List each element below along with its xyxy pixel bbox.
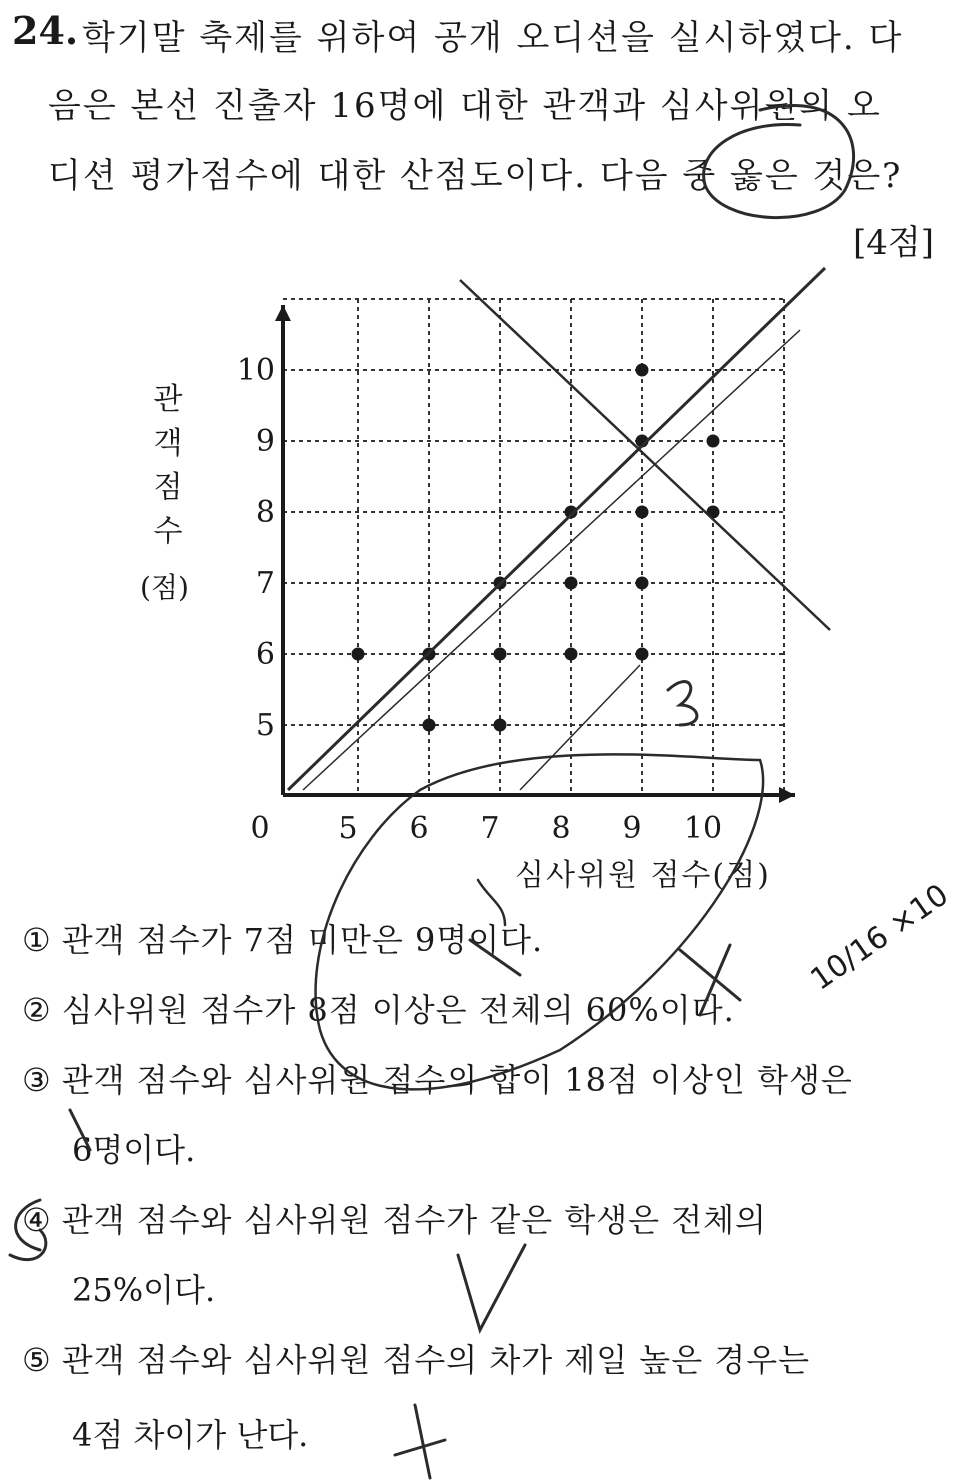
option-2-number: ②	[22, 991, 52, 1029]
option-2-text: 심사위원 점수가 8점 이상은 전체의 60%이다.	[61, 991, 735, 1029]
question-text-line-1: 학기말 축제를 위하여 공개 오디션을 실시하였다. 다	[82, 18, 904, 58]
data-point	[636, 648, 649, 661]
pencil-short-line	[520, 665, 640, 790]
y-axis-label-char: 객	[153, 426, 183, 461]
y-tick-label: 9	[255, 424, 275, 459]
y-axis-label-char: 점	[153, 470, 183, 505]
question-points: [4점]	[852, 223, 934, 263]
option-5-continuation: 4점 차이가 난다.	[72, 1416, 309, 1454]
x-tick-label: 10	[683, 811, 723, 846]
option-3[interactable]	[22, 1055, 853, 1101]
x-tick-label: 9	[622, 811, 642, 846]
question-number: 24.	[12, 8, 79, 53]
y-tick-label: 6	[255, 637, 275, 672]
data-point	[423, 719, 436, 732]
option-4-text: 관객 점수와 심사위원 점수가 같은 학생은 전체의	[61, 1201, 767, 1239]
option-3-continuation: 6명이다.	[72, 1131, 196, 1169]
data-point	[707, 435, 720, 448]
data-point	[352, 648, 365, 661]
option-3-number: ③	[22, 1061, 52, 1099]
x-axis-label: 심사위원 점수(점)	[515, 858, 771, 893]
data-point	[565, 577, 578, 590]
handwritten-margin-note: 10/16 ×10	[804, 877, 955, 998]
pencil-diagonal-line-thin	[303, 330, 800, 790]
data-point	[494, 719, 507, 732]
y-tick-label: 8	[255, 495, 275, 530]
option-1-text: 관객 점수가 7점 미만은 9명이다.	[61, 921, 544, 959]
data-point	[494, 648, 507, 661]
data-point	[636, 577, 649, 590]
option-4-number: ④	[22, 1201, 52, 1239]
option-3-text: 관객 점수와 심사위원 점수의 합이 18점 이상인 학생은	[61, 1061, 853, 1099]
x-axis-arrow	[779, 787, 795, 803]
option-5-number: ⑤	[22, 1341, 52, 1379]
option-5-text: 관객 점수와 심사위원 점수의 차가 제일 높은 경우는	[61, 1341, 811, 1379]
y-axis-unit: (점)	[140, 571, 189, 604]
question-text-line-3: 디션 평가점수에 대한 산점도이다. 다음 중 옳은 것은?	[48, 156, 903, 196]
origin-label: 0	[250, 811, 270, 846]
x-tick-label: 6	[409, 811, 429, 846]
x-tick-label: 5	[338, 811, 358, 846]
option-4-continuation: 25%이다.	[72, 1271, 216, 1309]
y-axis-label	[148, 378, 188, 554]
data-point	[636, 364, 649, 377]
option-1[interactable]	[22, 915, 543, 961]
x-tick-label: 8	[551, 811, 571, 846]
y-axis-label-char: 관	[153, 382, 183, 417]
y-tick-label: 7	[255, 566, 275, 601]
question-text-line-2: 음은 본선 진출자 16명에 대한 관객과 심사위원의 오	[48, 86, 882, 126]
option-1-number: ①	[22, 921, 52, 959]
y-axis-label-char: 수	[153, 514, 183, 549]
y-tick-label: 5	[255, 708, 275, 743]
data-point	[636, 506, 649, 519]
option-2[interactable]	[22, 985, 735, 1031]
x-tick-label: 7	[480, 811, 500, 846]
data-point	[565, 648, 578, 661]
option-5[interactable]	[22, 1335, 810, 1381]
y-axis-arrow	[275, 305, 291, 321]
y-tick-label: 10	[236, 353, 275, 388]
option-4[interactable]	[22, 1195, 767, 1241]
pencil-diagonal-line	[288, 268, 825, 790]
